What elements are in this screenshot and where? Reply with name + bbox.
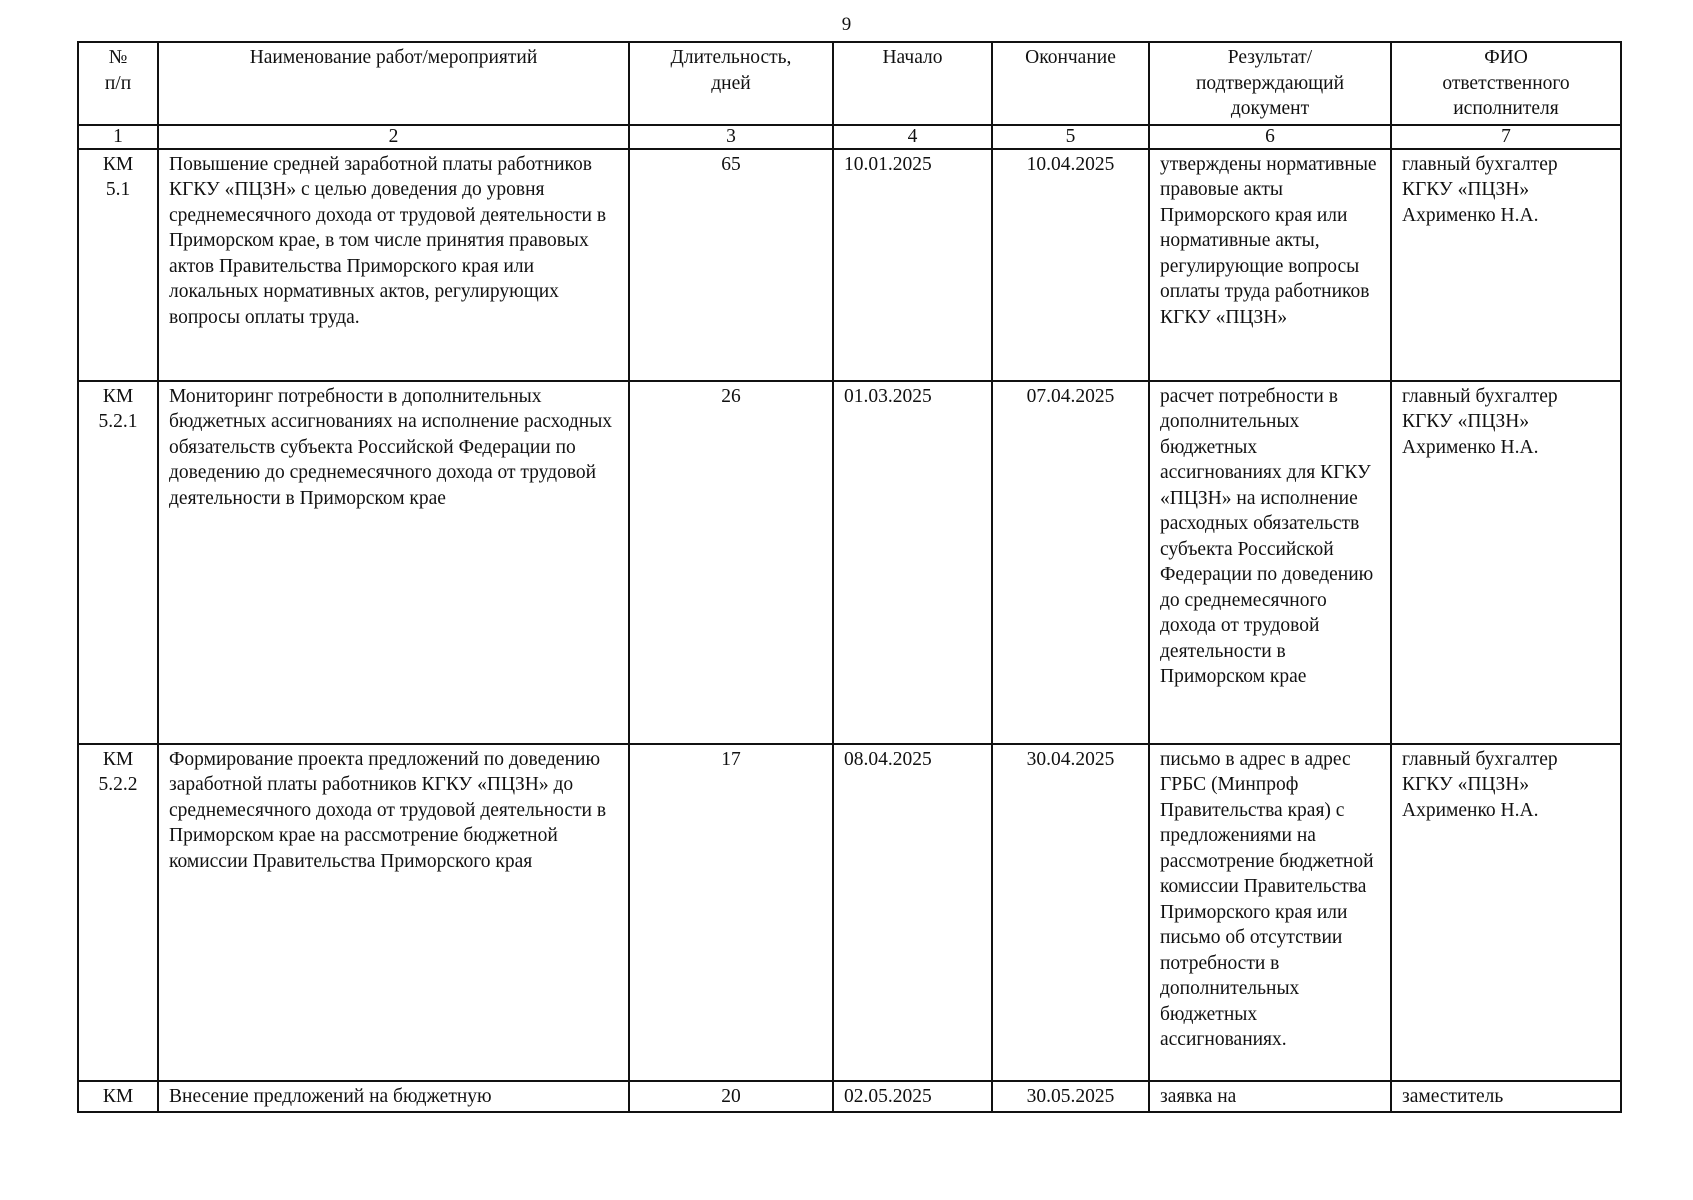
column-index-row [78, 125, 1621, 149]
row-end-date: 30.05.2025 [992, 1081, 1149, 1113]
table-header-row [78, 42, 1621, 125]
row-number: КМ 5.1 [78, 149, 158, 381]
row-end-date: 10.04.2025 [992, 149, 1149, 381]
row-number: КМ 5.2.2 [78, 744, 158, 1081]
row-start-date: 08.04.2025 [833, 744, 992, 1081]
row-responsible: главный бухгалтер КГКУ «ПЦЗН» Ахрименко Н.А. [1391, 381, 1621, 744]
row-result: заявка на [1149, 1081, 1391, 1113]
table-row [78, 1081, 1621, 1113]
header-duration: Длительность, дней [629, 42, 833, 125]
header-responsible: ФИО ответственного исполнителя [1391, 42, 1621, 125]
row-end-date: 30.04.2025 [992, 744, 1149, 1081]
row-duration: 17 [629, 744, 833, 1081]
row-responsible: главный бухгалтер КГКУ «ПЦЗН» Ахрименко Н.А. [1391, 149, 1621, 381]
header-end: Окончание [992, 42, 1149, 125]
row-start-date: 02.05.2025 [833, 1081, 992, 1113]
page-number: 9 [841, 14, 852, 35]
row-duration: 20 [629, 1081, 833, 1113]
header-number: № п/п [78, 42, 158, 125]
row-name: Повышение средней заработной платы работников КГКУ «ПЦЗН» с целью доведения до уровня среднемесячного дохода от трудовой деятельности в Приморском крае, в том числе принятия правовых актов Правительства Приморского края или локальных нормативных актов, регулирующих вопросы оплаты труда. [158, 149, 629, 381]
column-index: 7 [1391, 125, 1621, 149]
row-number: КМ [78, 1081, 158, 1113]
column-index: 2 [158, 125, 629, 149]
row-duration: 65 [629, 149, 833, 381]
column-index: 3 [629, 125, 833, 149]
row-number: КМ 5.2.1 [78, 381, 158, 744]
column-index: 4 [833, 125, 992, 149]
row-responsible: главный бухгалтер КГКУ «ПЦЗН» Ахрименко Н.А. [1391, 744, 1621, 1081]
work-plan-table [77, 41, 1622, 1113]
column-index: 1 [78, 125, 158, 149]
table-row [78, 381, 1621, 744]
column-index: 6 [1149, 125, 1391, 149]
row-name: Внесение предложений на бюджетную [158, 1081, 629, 1113]
row-end-date: 07.04.2025 [992, 381, 1149, 744]
table-row [78, 149, 1621, 381]
row-name: Мониторинг потребности в дополнительных бюджетных ассигнованиях на исполнение расходных обязательств субъекта Российской Федерации по доведению до среднемесячного дохода от трудовой деятельности в Приморском крае [158, 381, 629, 744]
row-result: расчет потребности в дополнительных бюджетных ассигнованиях для КГКУ «ПЦЗН» на исполнение расходных обязательств субъекта Российской Федерации по доведению до среднемесячного дохода от трудовой деятельности в Приморском крае [1149, 381, 1391, 744]
column-index: 5 [992, 125, 1149, 149]
table-row [78, 744, 1621, 1081]
header-name: Наименование работ/мероприятий [158, 42, 629, 125]
row-duration: 26 [629, 381, 833, 744]
header-result: Результат/ подтверждающий документ [1149, 42, 1391, 125]
header-start: Начало [833, 42, 992, 125]
row-responsible: заместитель [1391, 1081, 1621, 1113]
row-start-date: 10.01.2025 [833, 149, 992, 381]
row-result: письмо в адрес в адрес ГРБС (Минпроф Правительства края) с предложениями на рассмотрение бюджетной комиссии Правительства Приморского края или письмо об отсутствии потребности в дополнительных бюджетных ассигнованиях. [1149, 744, 1391, 1081]
row-result: утверждены нормативные правовые акты Приморского края или нормативные акты, регулирующие вопросы оплаты труда работников КГКУ «ПЦЗН» [1149, 149, 1391, 381]
row-name: Формирование проекта предложений по доведению заработной платы работников КГКУ «ПЦЗН» до среднемесячного дохода от трудовой деятельности в Приморском крае на рассмотрение бюджетной комиссии Правительства Приморского края [158, 744, 629, 1081]
row-start-date: 01.03.2025 [833, 381, 992, 744]
